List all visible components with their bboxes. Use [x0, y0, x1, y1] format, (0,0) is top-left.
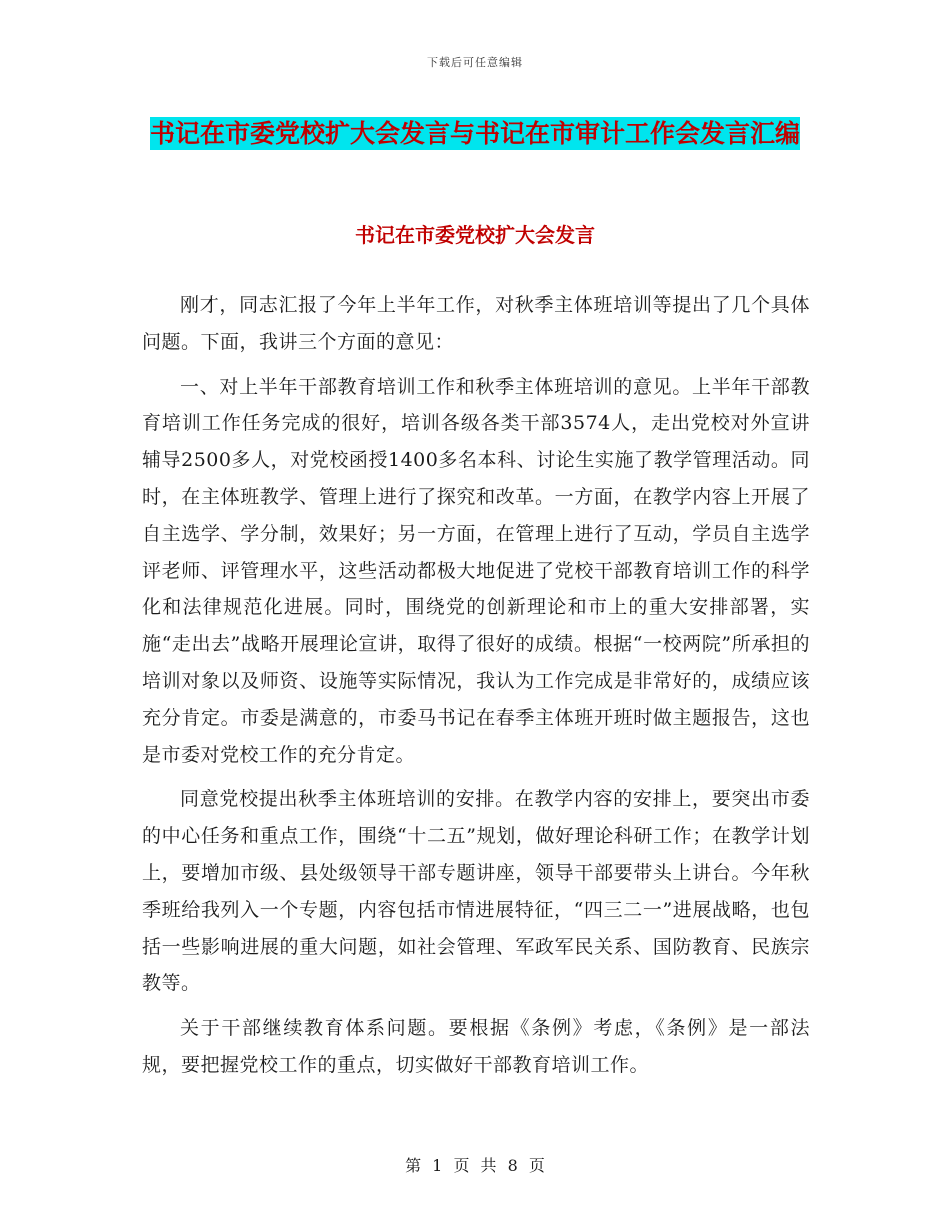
paragraph: 关于干部继续教育体系问题。要根据《条例》考虑，《条例》是一部法规，要把握党校工作的重点，切实做好干部教育培训工作。: [142, 1017, 810, 1076]
paragraph: 同意党校提出秋季主体班培训的安排。在教学内容的安排上，要突出市委的中心任务和重点工作，围绕“十二五”规划，做好理论科研工作；在教学计划上，要增加市级、县处级领导干部专题讲座，领导干部要带头上讲台。今年秋季班给我列入一个专题，内容包括市情进展特征，“四三二一”进展战略，也包括一些影响进展的重大问题，如社会管理、军政军民关系、国防教育、民族宗教等。: [142, 788, 810, 995]
section-title: 书记在市委党校扩大会发言: [355, 223, 595, 247]
page-footer: 第 1 页 共 8 页: [405, 1156, 545, 1175]
paragraph: 刚才，同志汇报了今年上半年工作，对秋季主体班培训等提出了几个具体问题。下面，我讲三个方面的意见：: [142, 294, 810, 353]
document-title: [140, 108, 810, 160]
page-header-note: 下载后可任意编辑: [427, 56, 523, 69]
body-text: [142, 287, 810, 1092]
document-title-text: 书记在市委党校扩大会发言与书记在市审计工作会发言汇编: [149, 119, 800, 148]
paragraph: 一、对上半年干部教育培训工作和秋季主体班培训的意见。上半年干部教育培训工作任务完成的很好，培训各级各类干部3574人，走出党校对外宣讲辅导2500多人，对党校函授1400多名本科、讨论生实施了教学管理活动。同时，在主体班教学、管理上进行了探究和改革。一方面，在教学内容上开展了自主选学、学分制，效果好；另一方面，在管理上进行了互动，学员自主选学评老师、评管理水平，这些活动都极大地促进了党校干部教育培训工作的科学化和法律规范化进展。同时，围绕党的创新理论和市上的重大安排部署，实施“走出去”战略开展理论宣讲，取得了很好的成绩。根据“一校两院”所承担的培训对象以及师资、设施等实际情况，我认为工作完成是非常好的，成绩应该充分肯定。市委是满意的，市委马书记在春季主体班开班时做主题报告，这也是市委对党校工作的充分肯定。: [142, 375, 810, 766]
